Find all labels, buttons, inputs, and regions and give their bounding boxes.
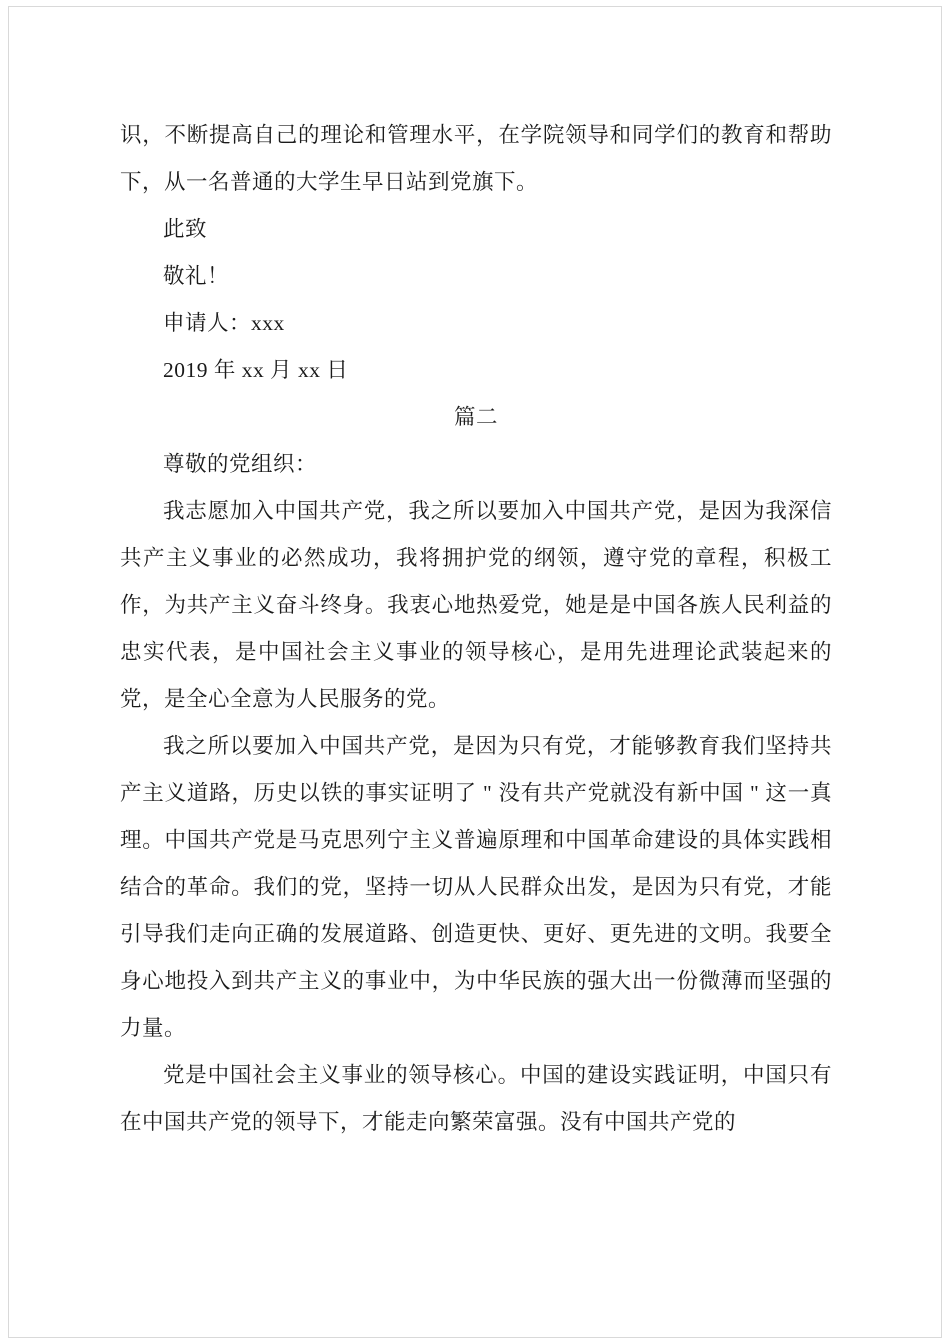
applicant-line: 申请人：xxx [163,311,285,335]
date-line: 2019 年 xx 月 xx 日 [163,358,349,382]
salutation: 尊敬的党组织： [163,452,318,476]
closing-salute: 敬礼！ [163,264,230,288]
closing-cizhi: 此致 [163,217,208,241]
body-paragraph-1: 我志愿加入中国共产党，我之所以要加入中国共产党，是因为我深信共产主义事业的必然成功，我将拥护党的纲领，遵守党的章程，积极工作，为共产主义奋斗终身。我衷心地热爱党，她是是中国各族人民利益的忠实代表，是中国社会主义事业的领导核心，是用先进理论武装起来的党，是全心全意为人民服务的党。 [120,499,832,711]
body-paragraph-3: 党是中国社会主义事业的领导核心。中国的建设实践证明，中国只有在中国共产党的领导下，才能走向繁荣富强。没有中国共产党的 [120,1063,832,1134]
section-heading: 篇二 [453,405,498,429]
body-paragraph-2: 我之所以要加入中国共产党，是因为只有党，才能够教育我们坚持共产主义道路，历史以铁的事实证明了 " 没有共产党就没有新中国 " 这一真理。中国共产党是马克思列宁主义普遍原理和中国革命建设的具体实践相结合的革命。我们的党，坚持一切从人民群众出发，是因为只有党，才能引导我们走向正确的发展道路、创造更快、更好、更先进的文明。我要全身心地投入到共产主义的事业中，为中华民族的强大出一份微薄而坚强的力量。 [120,734,832,1040]
continuation-paragraph: 识，不断提高自己的理论和管理水平，在学院领导和同学们的教育和帮助下，从一名普通的大学生早日站到党旗下。 [120,123,832,194]
document-content [120,112,832,1146]
